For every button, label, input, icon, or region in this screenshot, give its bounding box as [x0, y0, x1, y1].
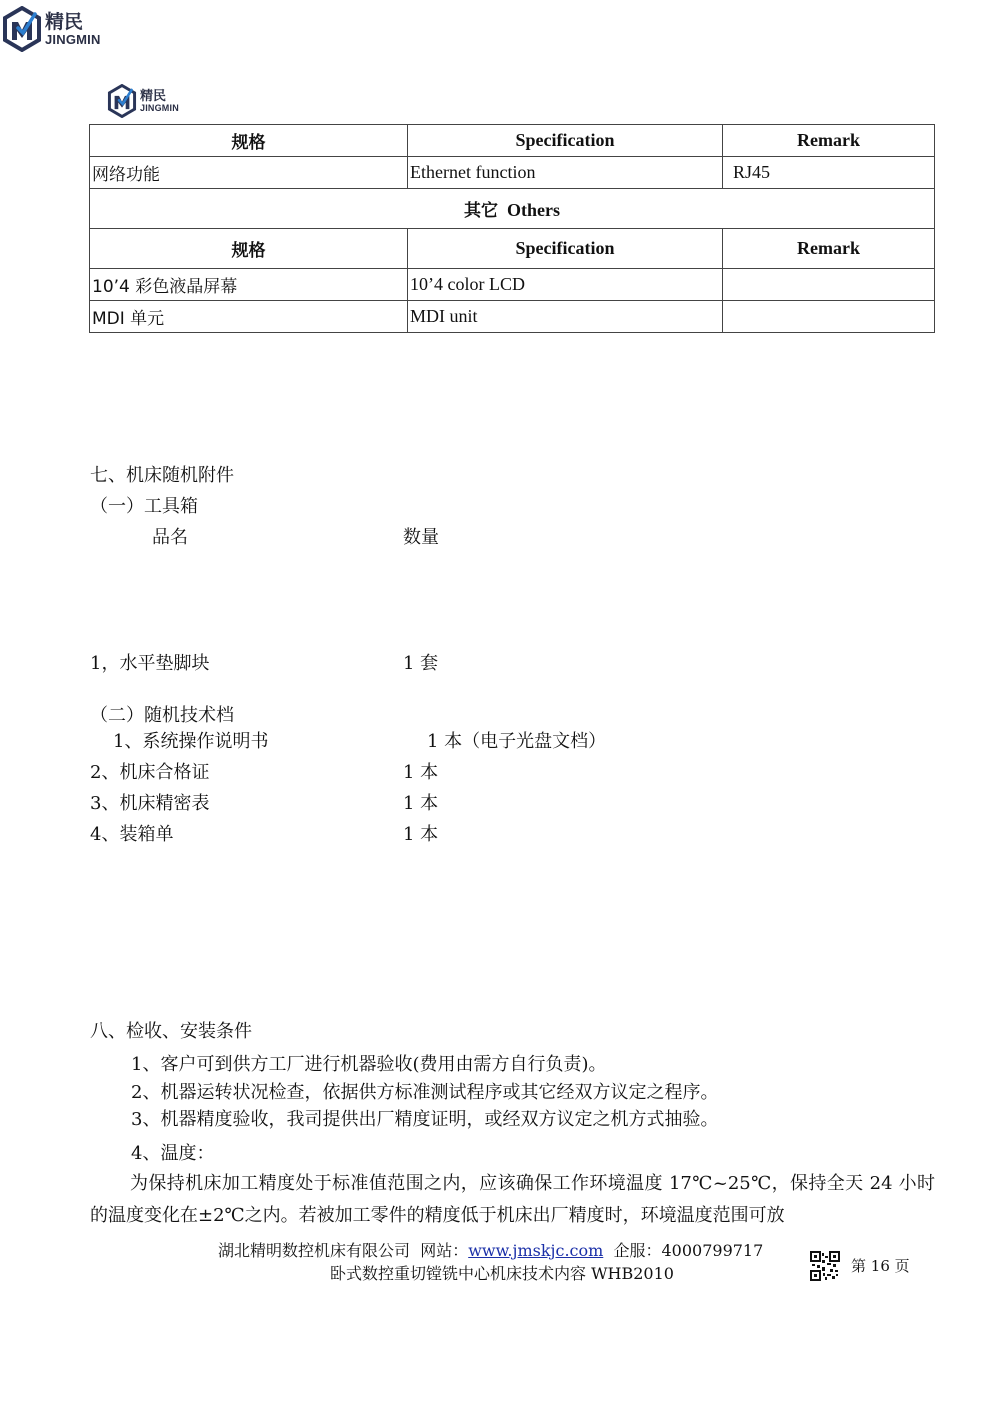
- logo-cn-text: 精民: [45, 10, 84, 33]
- header-spec-cn: 规格: [90, 125, 408, 157]
- footer-service-phone: 4000799717: [661, 1241, 764, 1260]
- cell-remark: [723, 301, 935, 333]
- section8-item: 2、机器运转状况检查，依据供方标准测试程序或其它经双方议定之程序。: [131, 1082, 719, 1103]
- cell-spec-en: Ethernet function: [408, 157, 723, 189]
- table-row: [90, 301, 935, 333]
- logo-en-text: JINGMIN: [140, 102, 179, 113]
- section8-item: 1、客户可到供方工厂进行机器验收(费用由需方自行负责)。: [131, 1054, 607, 1075]
- header-remark: Remark: [723, 125, 935, 157]
- logo-en-text: JINGMIN: [45, 31, 101, 47]
- document-item-qty: 1 本: [403, 824, 439, 845]
- header-specification: Specification: [408, 125, 723, 157]
- page-number: [851, 1255, 910, 1276]
- toolbox-item-qty: 1 套: [403, 653, 439, 674]
- toolbox-col-name: 品名: [152, 527, 188, 548]
- document-item-qty: 1 本（电子光盘文档）: [427, 731, 607, 752]
- cell-spec-cn: 网络功能: [90, 157, 408, 189]
- document-item-name: 1、系统操作说明书: [113, 731, 269, 752]
- header-specification: Specification: [408, 229, 723, 269]
- qr-code-icon: [810, 1251, 840, 1281]
- toolbox-item-name: 1，水平垫脚块: [90, 653, 210, 674]
- section-others-title: [90, 189, 935, 229]
- cell-spec-cn: MDI 单元: [90, 301, 408, 333]
- section8-item: 3、机器精度验收，我司提供出厂精度证明，或经双方议定之机方式抽验。: [131, 1109, 719, 1130]
- footer-website-label: 网站：: [420, 1241, 469, 1260]
- jingmin-logo-icon: [107, 84, 137, 118]
- cell-spec-en: 10’4 color LCD: [408, 269, 723, 301]
- header-spec-cn: 规格: [90, 229, 408, 269]
- document-item-qty: 1 本: [403, 793, 439, 814]
- footer-doc-title: 卧式数控重切镗铣中心机床技术内容 WHB2010: [330, 1264, 674, 1283]
- table-row: [90, 157, 935, 189]
- cell-remark: [723, 269, 935, 301]
- footer-website-link[interactable]: www.jmskjc.com: [468, 1241, 604, 1260]
- document-item-qty: 1 本: [403, 762, 439, 783]
- toolbox-col-qty: 数量: [403, 527, 439, 548]
- page-label-prefix: 第: [851, 1257, 867, 1275]
- spec-table: [89, 124, 935, 333]
- temperature-paragraph: 为保持机床加工精度处于标准值范围之内，应该确保工作环境温度 17℃~25℃，保持全天 24 小时的温度变化在±2℃之内。若被加工零件的精度低于机床出厂精度时，环境温度范围可放: [90, 1173, 935, 1226]
- section7-title: 七、机床随机附件: [90, 465, 234, 486]
- table-row: [90, 269, 935, 301]
- section-row-others: [90, 189, 935, 229]
- toolbox-title: （一）工具箱: [90, 496, 198, 517]
- table-header-row: [90, 125, 935, 157]
- footer-service-label: 企服：: [613, 1241, 662, 1260]
- section8-title: 八、检收、安装条件: [90, 1021, 252, 1042]
- company-logo-header: [2, 6, 101, 52]
- logo-cn-text: 精民: [140, 88, 167, 104]
- cell-spec-cn: 10’4 彩色液晶屏幕: [90, 269, 408, 301]
- footer-company-line: [218, 1238, 763, 1261]
- section-others-en: Others: [507, 200, 560, 220]
- footer-company: 湖北精明数控机床有限公司: [218, 1241, 411, 1260]
- cell-spec-en: MDI unit: [408, 301, 723, 333]
- jingmin-logo-icon: [2, 6, 42, 52]
- document-item-name: 4、装箱单: [90, 824, 174, 845]
- document-item-name: 3、机床精密表: [90, 793, 210, 814]
- page-number-value: 16: [870, 1257, 890, 1275]
- page-label-suffix: 页: [894, 1257, 910, 1275]
- section8-item: 4、温度：: [131, 1143, 215, 1164]
- company-logo-document: [107, 84, 179, 118]
- cell-remark: RJ45: [723, 157, 935, 189]
- document-item-name: 2、机床合格证: [90, 762, 210, 783]
- table-header-row: [90, 229, 935, 269]
- section-others-cn: 其它: [464, 201, 498, 221]
- documents-title: （二）随机技术档: [90, 705, 234, 726]
- header-remark: Remark: [723, 229, 935, 269]
